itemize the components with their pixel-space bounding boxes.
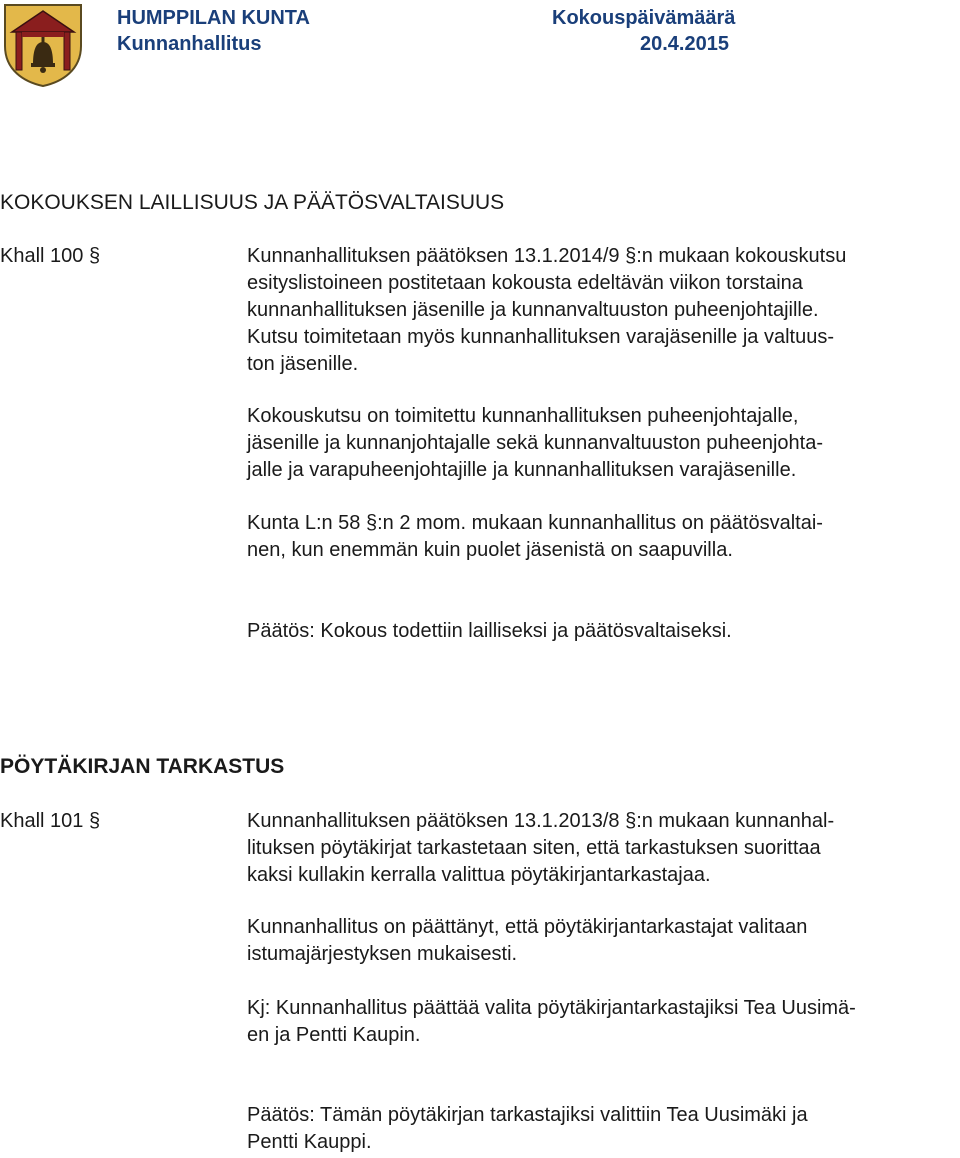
text-line: kaksi kullakin kerralla valittua pöytäkirjantarkastajaa. <box>247 864 711 886</box>
text-line: nen, kun enemmän kuin puolet jäsenistä on saapuvilla. <box>247 539 733 561</box>
item-label-khall-101: Khall 101 § <box>0 810 101 832</box>
text-line: Kunnanhallituksen päätöksen 13.1.2013/8 §:n mukaan kunnanhal- <box>247 810 835 832</box>
paragraph <box>247 243 959 378</box>
text-line: en ja Pentti Kaupin. <box>247 1024 421 1046</box>
text-line: jalle ja varapuheenjohtajille ja kunnanhallituksen varajäsenille. <box>247 459 797 481</box>
item-label-khall-100: Khall 100 § <box>0 245 101 267</box>
text-line: kunnanhallituksen jäsenille ja kunnanvaltuuston puheenjohtajille. <box>247 299 819 321</box>
decision-paragraph <box>247 1102 959 1156</box>
text-line: ton jäsenille. <box>247 353 359 375</box>
paragraph <box>247 510 959 564</box>
meeting-date-value: 20.4.2015 <box>640 33 729 55</box>
meeting-date-label: Kokouspäivämäärä <box>552 7 736 29</box>
text-line: istumajärjestyksen mukaisesti. <box>247 943 518 965</box>
text-line: Kunnanhallituksen päätöksen 13.1.2014/9 §:n mukaan kokouskutsu <box>247 245 847 267</box>
text-line: Kokouskutsu on toimitettu kunnanhallituksen puheenjohtajalle, <box>247 405 799 427</box>
text-line: lituksen pöytäkirjat tarkastetaan siten, että tarkastuksen suorittaa <box>247 837 821 859</box>
decision-paragraph <box>247 618 959 645</box>
coat-of-arms-logo <box>2 2 84 88</box>
text-line: Kunnanhallitus on päättänyt, että pöytäkirjantarkastajat valitaan <box>247 916 808 938</box>
text-line: Pentti Kauppi. <box>247 1131 372 1153</box>
municipality-name: HUMPPILAN KUNTA <box>117 7 310 29</box>
paragraph <box>247 403 959 484</box>
paragraph <box>247 808 959 889</box>
text-line: Päätös: Tämän pöytäkirjan tarkastajiksi valittiin Tea Uusimäki ja <box>247 1104 808 1126</box>
text-line: esityslistoineen postitetaan kokousta edeltävän viikon torstaina <box>247 272 803 294</box>
text-line: Päätös: Kokous todettiin lailliseksi ja päätösvaltaiseksi. <box>247 620 732 642</box>
proposal-paragraph <box>247 995 959 1049</box>
text-line: Kj: Kunnanhallitus päättää valita pöytäkirjantarkastajiksi Tea Uusimä- <box>247 997 856 1019</box>
text-line: Kunta L:n 58 §:n 2 mom. mukaan kunnanhallitus on päätösvaltai- <box>247 512 823 534</box>
body-name: Kunnanhallitus <box>117 33 262 55</box>
section-title-legality: KOKOUKSEN LAILLISUUS JA PÄÄTÖSVALTAISUUS <box>0 191 505 214</box>
text-line: jäsenille ja kunnanjohtajalle sekä kunnanvaltuuston puheenjohta- <box>247 432 823 454</box>
section-title-minutes-review: PÖYTÄKIRJAN TARKASTUS <box>0 755 285 778</box>
text-line: Kutsu toimitetaan myös kunnanhallituksen varajäsenille ja valtuus- <box>247 326 834 348</box>
paragraph <box>247 914 959 968</box>
